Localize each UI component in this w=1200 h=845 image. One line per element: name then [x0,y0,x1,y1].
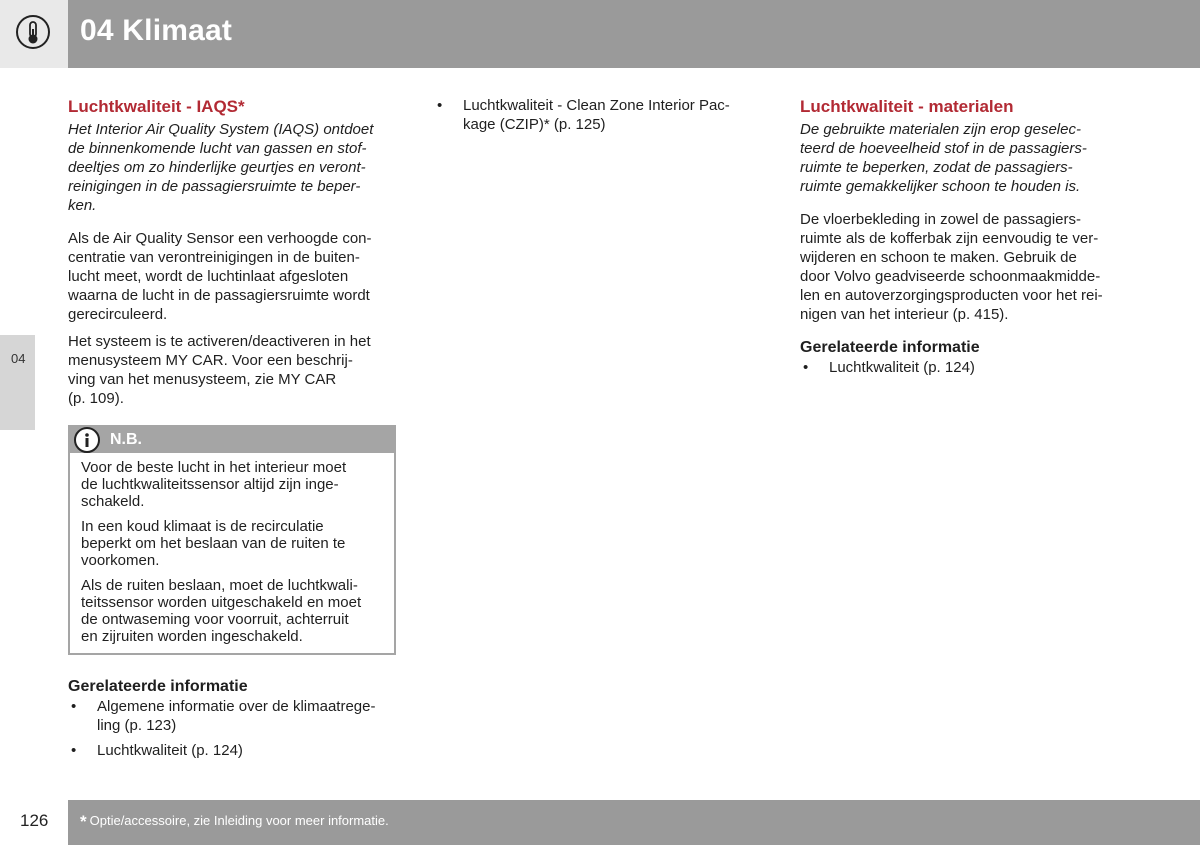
column-middle [434,96,764,140]
related-info-heading: Gerelateerde informatie [68,678,248,695]
related-link[interactable]: • Luchtkwaliteit - Clean Zone Interior Pac- kage (CZIP)* (p. 125) [437,97,730,133]
note-paragraph: In een koud klimaat is de recirculatie beperkt om het beslaan van de ruiten te voorkomen. [81,518,346,569]
note-title: N.B. [110,431,142,448]
chapter-title: 04 Klimaat [80,14,233,47]
thermometer-icon [16,15,50,49]
column-right [800,96,1135,383]
related-info-list [800,358,1135,377]
body-paragraph: Als de Air Quality Sensor een verhoogde con- centratie van verontreinigingen in de buiten- lucht meet, wordt de luchtinlaat afgesloten waarna de lucht in de passagiersruimte wordt gerecirculeerd. [68,230,372,323]
note-box [68,425,396,655]
footnote-star: * [80,812,87,831]
bullet: • [437,97,443,114]
footnote [80,812,389,832]
section-intro: De gebruikte materialen zijn erop geselec- teerd de hoeveelheid stof in de passagiers- ruimte te beperken, zodat de passagiers- ruimte gemakkelijker schoon te houden is. [800,121,1087,195]
chapter-icon-box [0,0,68,68]
section-heading-iaqs: Luchtkwaliteit - IAQS* [68,97,245,116]
note-header [70,427,394,453]
note-paragraph: Voor de beste lucht in het interieur moet de luchtkwaliteitssensor altijd zijn inge- schakeld. [81,459,347,510]
related-link[interactable]: • Luchtkwaliteit (p. 124) [803,359,975,376]
bullet: • [803,359,809,376]
footnote-text: Optie/accessoire, zie Inleiding voor meer informatie. [89,813,389,828]
body-paragraph: Het systeem is te activeren/deactiveren in het menusysteem MY CAR. Voor een beschrij- ving van het menusysteem, zie MY CAR (p. 109). [68,333,371,407]
related-info-list [68,697,403,760]
related-info-list-continued [434,96,764,134]
bullet: • [71,698,77,715]
section-intro: Het Interior Air Quality System (IAQS) ontdoet de binnenkomende lucht van gassen en stof- deeltjes om zo hinderlijke geurtjes en veront- reinigingen in de passagiersruimte te beper- ken. [68,121,374,214]
section-heading-materials: Luchtkwaliteit - materialen [800,97,1014,116]
related-link[interactable]: • Algemene informatie over de klimaatrege- ling (p. 123) [71,698,376,734]
page-number: 126 [20,811,49,830]
chapter-side-tab [0,335,35,430]
note-paragraph: Als de ruiten beslaan, moet de luchtkwali- teitssensor worden uitgeschakeld en moet de ontwaseming voor voorruit, achterruit en zijruiten worden ingeschakeld. [81,577,362,645]
body-paragraph: De vloerbekleding in zowel de passagiers- ruimte als de kofferbak zijn eenvoudig te ver- wijderen en schoon te maken. Gebruik de door Volvo geadviseerde schoonmaakmidde- len en autoverzorgingsproducten voor het rei- nigen van het interieur (p. 415). [800,211,1103,323]
column-left [68,96,403,766]
chapter-tab-label: 04 [11,351,26,366]
note-body [70,453,394,653]
related-info-heading: Gerelateerde informatie [800,339,980,356]
info-icon [74,427,100,453]
related-link[interactable]: • Luchtkwaliteit (p. 124) [71,742,243,759]
bullet: • [71,742,77,759]
chapter-header [0,0,1200,68]
